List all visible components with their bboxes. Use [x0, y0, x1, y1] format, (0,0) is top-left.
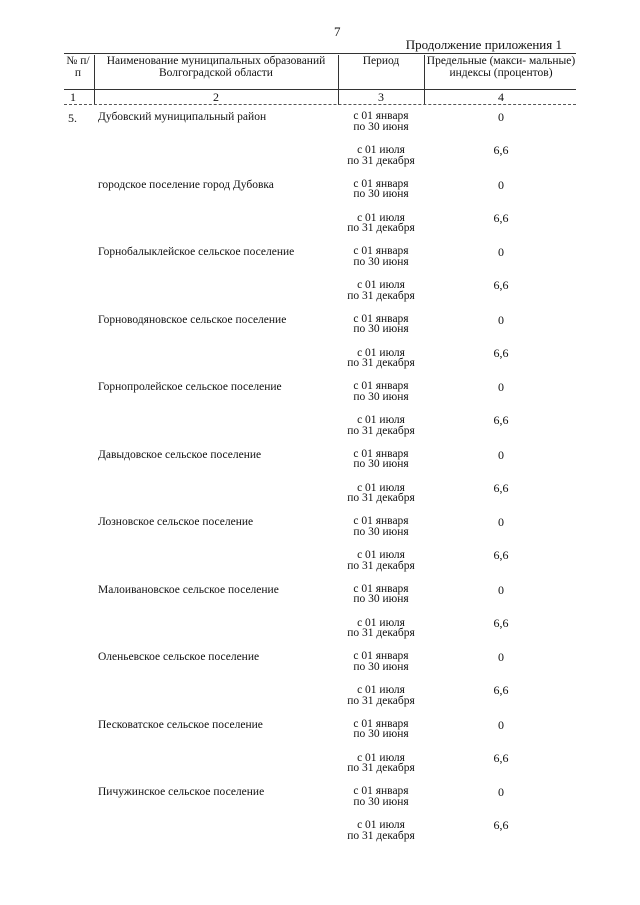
period-start: с 01 января [353, 447, 409, 460]
period-second-half [336, 483, 426, 504]
period-start: с 01 июля [357, 144, 405, 156]
municipality-name: городское поселение город Дубовка [98, 178, 274, 191]
period-start: с 01 января [353, 177, 409, 190]
period-second-half [336, 550, 426, 571]
period-end: по 31 декабря [347, 694, 415, 707]
index-first-half: 0 [498, 110, 504, 124]
period-start: с 01 января [353, 380, 409, 392]
municipality-name: Горнобалыклейское сельское поселение [98, 246, 295, 258]
index-second-half: 6,6 [493, 548, 509, 562]
period-end: по 31 декабря [347, 357, 415, 369]
column-number-3: 3 [378, 90, 384, 104]
period-end: по 30 июня [353, 660, 409, 673]
period-first-half [336, 179, 426, 200]
period-second-half [336, 348, 426, 369]
period-start: с 01 июля [357, 414, 405, 426]
period-end: по 30 июня [353, 728, 409, 740]
index-first-half: 0 [498, 515, 504, 529]
period-end: по 31 декабря [347, 829, 415, 842]
period-second-half [336, 753, 426, 774]
index-second-half: 6,6 [493, 683, 509, 697]
period-start: с 01 июля [357, 346, 405, 359]
period-start: с 01 июля [357, 819, 405, 831]
index-second-half: 6,6 [493, 750, 509, 765]
period-start: с 01 января [353, 785, 409, 797]
period-start: с 01 июля [357, 279, 405, 291]
period-start: с 01 июля [357, 549, 405, 561]
page-number: 7 [334, 24, 341, 39]
index-second-half: 6,6 [493, 345, 509, 360]
period-first-half [336, 246, 426, 267]
period-end: по 30 июня [353, 525, 409, 538]
table-top-border [64, 53, 576, 54]
period-end: по 30 июня [353, 323, 409, 335]
period-start: с 01 января [353, 312, 409, 325]
column-divider [338, 55, 339, 105]
municipality-name: Лозновское сельское поселение [98, 516, 254, 528]
index-first-half: 0 [498, 177, 504, 192]
period-second-half [336, 145, 426, 166]
header-period: Период [362, 55, 400, 67]
municipality-name: Дубовский муниципальный район [98, 111, 267, 123]
item-number: 5. [68, 111, 77, 125]
period-second-half [336, 415, 426, 436]
column-number-1: 1 [70, 90, 76, 104]
period-start: с 01 июля [357, 751, 405, 764]
municipality-name: Горноводяновское сельское поселение [98, 313, 287, 326]
period-first-half [336, 719, 426, 740]
period-second-half [336, 685, 426, 706]
index-first-half: 0 [498, 785, 504, 799]
period-end: по 31 декабря [347, 222, 415, 234]
period-start: с 01 июля [357, 616, 405, 629]
period-end: по 31 декабря [347, 762, 415, 774]
period-second-half [336, 280, 426, 301]
period-end: по 30 июня [353, 120, 409, 133]
header-index: Предельные (макси- мальные) индексы (процентов) [426, 55, 576, 79]
period-start: с 01 июля [357, 684, 405, 696]
period-end: по 30 июня [353, 593, 409, 605]
index-second-half: 6,6 [493, 413, 509, 427]
column-number-separator [64, 104, 576, 105]
municipality-name: Пичужинское сельское поселение [98, 786, 265, 798]
period-first-half [336, 111, 426, 132]
period-end: по 30 июня [353, 458, 409, 470]
period-second-half [336, 213, 426, 234]
period-first-half [336, 449, 426, 470]
column-number-4: 4 [498, 90, 504, 104]
period-end: по 30 июня [353, 795, 409, 808]
period-first-half [336, 516, 426, 537]
municipality-name: Песковатское сельское поселение [98, 718, 263, 731]
period-end: по 30 июня [353, 390, 409, 403]
period-start: с 01 января [353, 582, 409, 595]
index-second-half: 6,6 [493, 480, 509, 495]
period-start: с 01 января [353, 515, 409, 527]
period-end: по 31 декабря [347, 492, 415, 504]
period-end: по 31 декабря [347, 424, 415, 437]
municipality-name: Горнопролейское сельское поселение [98, 381, 282, 393]
index-first-half: 0 [498, 447, 504, 462]
index-second-half: 6,6 [493, 210, 509, 225]
index-first-half: 0 [498, 380, 504, 394]
period-second-half [336, 820, 426, 841]
column-number-2: 2 [213, 90, 219, 104]
index-second-half: 6,6 [493, 278, 509, 292]
period-start: с 01 июля [357, 211, 405, 224]
index-first-half: 0 [498, 582, 504, 597]
municipality-name: Давыдовское сельское поселение [98, 448, 262, 461]
index-first-half: 0 [498, 245, 504, 259]
period-first-half [336, 314, 426, 335]
header-number: № п/п [66, 55, 90, 79]
period-start: с 01 июля [357, 481, 405, 494]
index-second-half: 6,6 [493, 615, 509, 630]
period-end: по 31 декабря [347, 154, 415, 167]
period-start: с 01 января [353, 110, 409, 122]
period-first-half [336, 584, 426, 605]
municipality-name: Оленьевское сельское поселение [98, 651, 260, 663]
period-second-half [336, 618, 426, 639]
column-divider [424, 55, 425, 105]
period-end: по 31 декабря [347, 559, 415, 572]
period-first-half [336, 651, 426, 672]
period-start: с 01 января [353, 717, 409, 730]
municipality-name: Малоивановское сельское поселение [98, 583, 279, 596]
header-name: Наименование муниципальных образований Волгоградской области [106, 55, 326, 79]
index-first-half: 0 [498, 650, 504, 664]
continuation-note: Продолжение приложения 1 [405, 37, 562, 52]
index-first-half: 0 [498, 312, 504, 327]
period-start: с 01 января [353, 650, 409, 662]
period-end: по 30 июня [353, 188, 409, 200]
period-first-half [336, 381, 426, 402]
index-second-half: 6,6 [493, 143, 509, 157]
period-first-half [336, 786, 426, 807]
period-end: по 31 декабря [347, 289, 415, 302]
period-end: по 30 июня [353, 255, 409, 268]
period-start: с 01 января [353, 245, 409, 257]
index-first-half: 0 [498, 717, 504, 732]
period-end: по 31 декабря [347, 627, 415, 639]
index-second-half: 6,6 [493, 818, 509, 832]
